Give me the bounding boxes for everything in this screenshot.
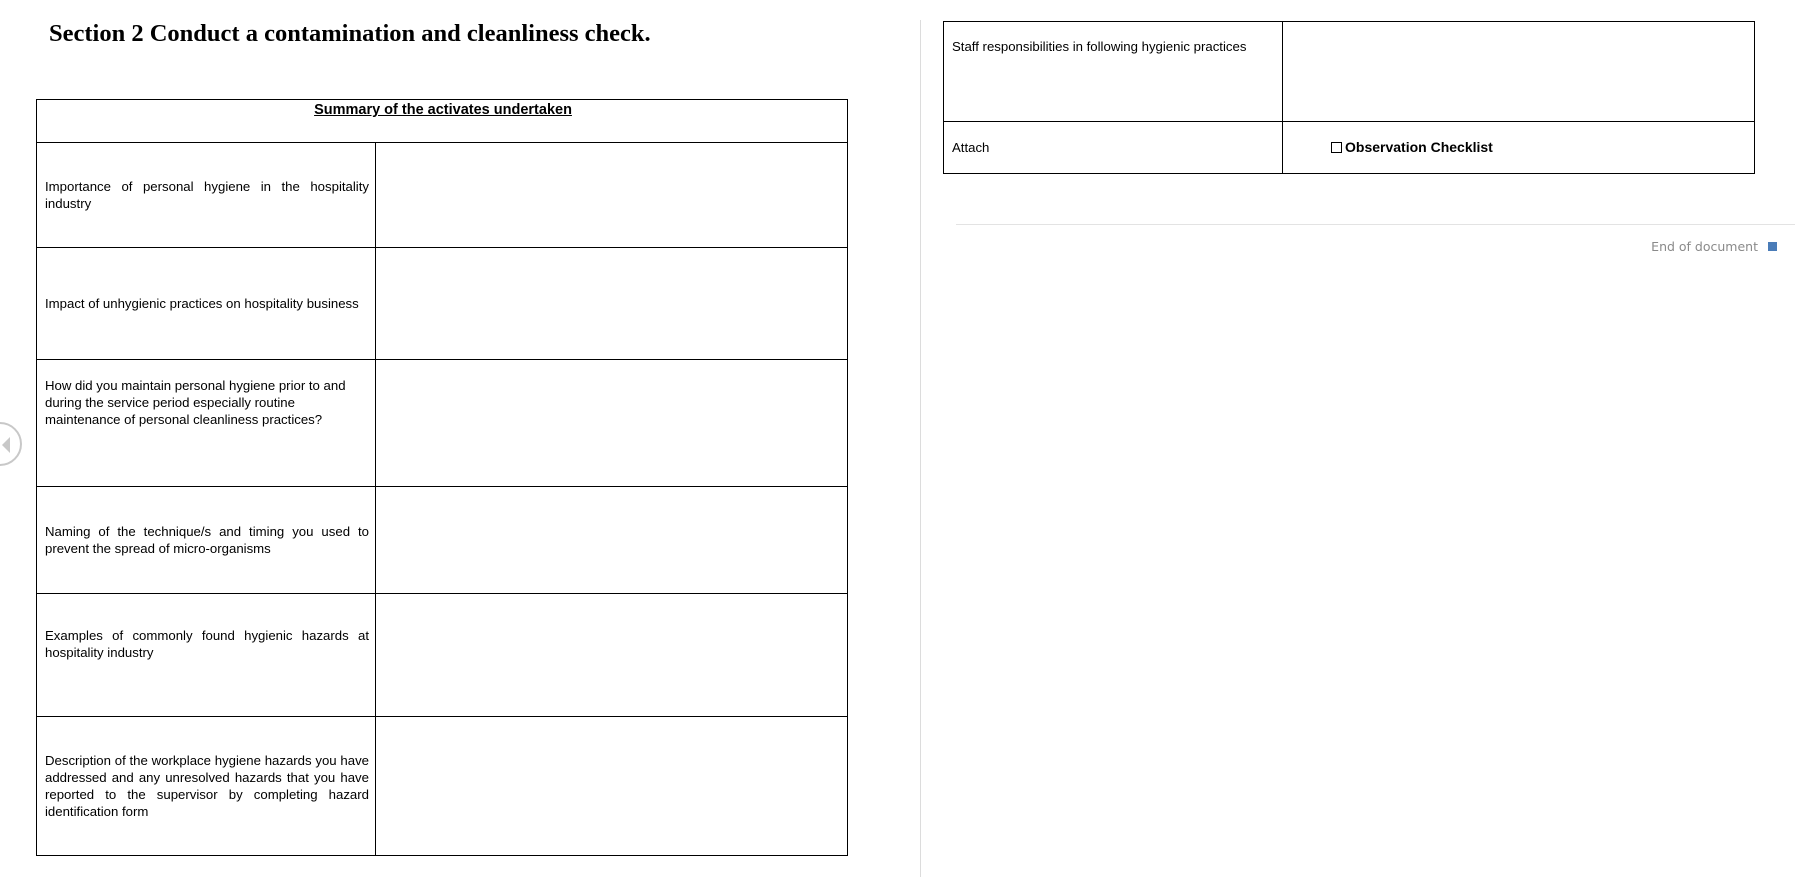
- summary-header-row: [37, 100, 848, 143]
- checkbox-icon[interactable]: [1331, 142, 1342, 153]
- checklist-label: Observation Checklist: [1345, 139, 1493, 155]
- response-cell[interactable]: [376, 143, 848, 248]
- response-cell[interactable]: [1283, 22, 1755, 122]
- response-cell[interactable]: [376, 248, 848, 360]
- document-end-rule: [956, 224, 1795, 225]
- table-row: [37, 248, 848, 360]
- table-row: [37, 360, 848, 487]
- row-label: Naming of the technique/s and timing you used to prevent the spread of micro-organisms: [37, 487, 376, 594]
- table-row: [944, 122, 1755, 174]
- table-row: [944, 22, 1755, 122]
- page-divider: [920, 20, 921, 877]
- row-label: Staff responsibilities in following hygienic practices: [944, 22, 1283, 122]
- response-cell[interactable]: [376, 487, 848, 594]
- row-label: Impact of unhygienic practices on hospitality business: [37, 248, 376, 360]
- row-label: Attach: [944, 122, 1283, 174]
- end-marker-icon: [1768, 242, 1777, 251]
- summary-header: Summary of the activates undertaken: [37, 100, 848, 143]
- section-title: Section 2 Conduct a contamination and cleanliness check.: [49, 20, 651, 47]
- response-cell[interactable]: [376, 360, 848, 487]
- row-label: Description of the workplace hygiene hazards you have addressed and any unresolved hazards that you have reported to the supervisor by completing hazard identification form: [37, 717, 376, 856]
- response-cell[interactable]: [376, 594, 848, 717]
- chevron-left-icon: [2, 437, 10, 453]
- row-label: Examples of commonly found hygienic hazards at hospitality industry: [37, 594, 376, 717]
- observation-checklist-item[interactable]: [1283, 122, 1755, 174]
- end-of-document-label: End of document: [1651, 239, 1758, 254]
- previous-page-button[interactable]: [0, 422, 22, 466]
- table-row: [37, 717, 848, 856]
- continued-table: [943, 21, 1755, 174]
- table-row: [37, 487, 848, 594]
- table-row: [37, 143, 848, 248]
- end-of-document: [1651, 239, 1777, 254]
- row-label: Importance of personal hygiene in the hospitality industry: [37, 143, 376, 248]
- summary-table: [36, 99, 848, 856]
- table-row: [37, 594, 848, 717]
- row-label: How did you maintain personal hygiene prior to and during the service period especially routine maintenance of personal cleanliness practices?: [37, 360, 376, 487]
- response-cell[interactable]: [376, 717, 848, 856]
